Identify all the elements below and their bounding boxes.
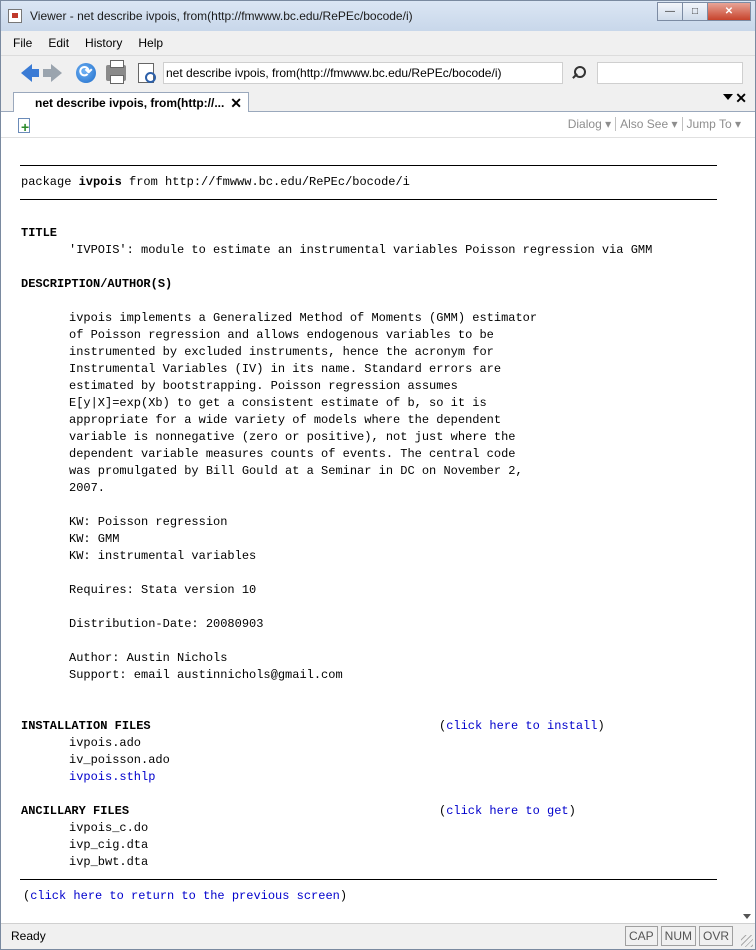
keyword-line: KW: GMM [69, 532, 120, 546]
window-controls [658, 2, 751, 21]
status-bar [1, 923, 755, 949]
menu-edit[interactable]: Edit [48, 36, 70, 50]
num-lock-indicator: NUM [661, 926, 696, 946]
printer-icon [106, 65, 126, 81]
description-line: was promulgated by Bill Gould at a Seminar in DC on November 2, [69, 464, 523, 478]
toolbar [1, 56, 755, 90]
keyword-line: KW: instrumental variables [69, 549, 257, 563]
tab-net-describe[interactable] [13, 92, 249, 113]
ancillary-file: ivp_cig.dta [69, 838, 149, 852]
command-input[interactable]: net describe ivpois, from(http://fmwww.bc.edu/RePEc/bocode/i) [163, 62, 563, 84]
overwrite-indicator: OVR [699, 926, 733, 946]
viewer-content [1, 138, 739, 923]
jump-to-menu[interactable]: Jump To ▾ [682, 117, 746, 131]
return-link-wrapper: (click here to return to the previous screen) [23, 889, 348, 903]
menu-bar [1, 31, 755, 56]
author-line: Author: Austin Nichols [69, 651, 228, 665]
description-line: instrumented by excluded instruments, hence the acronym for [69, 345, 494, 359]
subtoolbar-menus [564, 117, 745, 131]
divider [20, 879, 717, 880]
description-line: of Poisson regression and allows endogenous variables to be [69, 328, 494, 342]
tab-close-icon[interactable]: ✕ [230, 95, 242, 111]
divider [20, 199, 717, 200]
find-button[interactable] [133, 60, 159, 86]
package-source: from http://fmwww.bc.edu/RePEc/bocode/i [121, 175, 410, 189]
vertical-scrollbar[interactable] [739, 138, 755, 923]
ancillary-file: ivpois_c.do [69, 821, 149, 835]
scroll-down-icon[interactable] [743, 914, 751, 919]
viewer-app-icon [8, 9, 22, 23]
find-in-page-icon [138, 63, 154, 83]
window-title: Viewer - net describe ivpois, from(http://fmwww.bc.edu/RePEc/bocode/i) [30, 9, 413, 23]
installation-files-heading: INSTALLATION FILES [21, 719, 151, 733]
description-line: estimated by bootstrapping. Poisson regression assumes [69, 379, 458, 393]
package-prefix: package [21, 175, 79, 189]
return-previous-link[interactable]: click here to return to the previous screen [30, 889, 340, 903]
ancillary-file: ivp_bwt.dta [69, 855, 149, 869]
package-line [21, 174, 410, 191]
menu-help[interactable]: Help [138, 36, 164, 50]
tab-bar [1, 90, 755, 112]
also-see-menu[interactable]: Also See ▾ [615, 117, 681, 131]
refresh-button[interactable] [73, 60, 99, 86]
support-line: Support: email austinnichols@gmail.com [69, 668, 343, 682]
menu-file[interactable]: File [13, 36, 33, 50]
description-line: Instrumental Variables (IV) in its name. Standard errors are [69, 362, 502, 376]
maximize-button[interactable]: □ [682, 2, 708, 21]
ancillary-files-heading: ANCILLARY FILES [21, 804, 130, 818]
divider [20, 165, 717, 166]
install-file: iv_poisson.ado [69, 753, 170, 767]
title-text: 'IVPOIS': module to estimate an instrumental variables Poisson regression via GMM [69, 243, 653, 257]
key-indicators [622, 926, 733, 946]
forward-arrow-icon [51, 64, 62, 82]
dialog-menu[interactable]: Dialog ▾ [567, 117, 612, 131]
back-arrow-icon [21, 64, 32, 82]
close-tab-panel-icon[interactable]: ✕ [735, 90, 747, 106]
close-button[interactable]: ✕ [707, 2, 751, 21]
description-line: E[y|X]=exp(Xb) to get a consistent estimate of b, so it is [69, 396, 487, 410]
keyword-line: KW: Poisson regression [69, 515, 228, 529]
status-text: Ready [11, 929, 46, 943]
print-button[interactable] [103, 60, 129, 86]
new-viewer-icon[interactable] [18, 118, 30, 133]
requires-line: Requires: Stata version 10 [69, 583, 257, 597]
install-help-file-link[interactable]: ivpois.sthlp [69, 770, 156, 784]
viewer-subtoolbar [1, 112, 755, 138]
install-file: ivpois.ado [69, 736, 142, 750]
description-line: 2007. [69, 481, 106, 495]
forward-button[interactable] [43, 60, 69, 86]
tab-list-dropdown-icon[interactable] [723, 94, 733, 100]
description-line: variable is nonnegative (zero or positive), not just where the [69, 430, 516, 444]
title-heading: TITLE [21, 226, 58, 240]
description-line: appropriate for a wide variety of models where the dependent [69, 413, 502, 427]
install-link-wrapper: (click here to install) [439, 719, 605, 733]
ancillary-link-wrapper: (click here to get) [439, 804, 576, 818]
tab-label: net describe ivpois, from(http://... [35, 96, 225, 110]
back-button[interactable] [13, 60, 39, 86]
minimize-button[interactable]: — [657, 2, 683, 21]
distribution-date-line: Distribution-Date: 20080903 [69, 617, 264, 631]
resize-grip-icon[interactable] [741, 935, 753, 947]
description-heading: DESCRIPTION/AUTHOR(S) [21, 277, 173, 291]
title-bar [1, 1, 755, 31]
install-link[interactable]: click here to install [446, 719, 598, 733]
search-input[interactable] [597, 62, 743, 84]
description-line: ivpois implements a Generalized Method of Moments (GMM) estimator [69, 311, 538, 325]
menu-history[interactable]: History [85, 36, 123, 50]
search-icon[interactable] [571, 62, 593, 84]
caps-lock-indicator: CAP [625, 926, 658, 946]
get-ancillary-link[interactable]: click here to get [446, 804, 569, 818]
refresh-icon [76, 63, 96, 83]
description-line: dependent variable measures counts of events. The central code [69, 447, 516, 461]
package-name: ivpois [78, 175, 122, 189]
